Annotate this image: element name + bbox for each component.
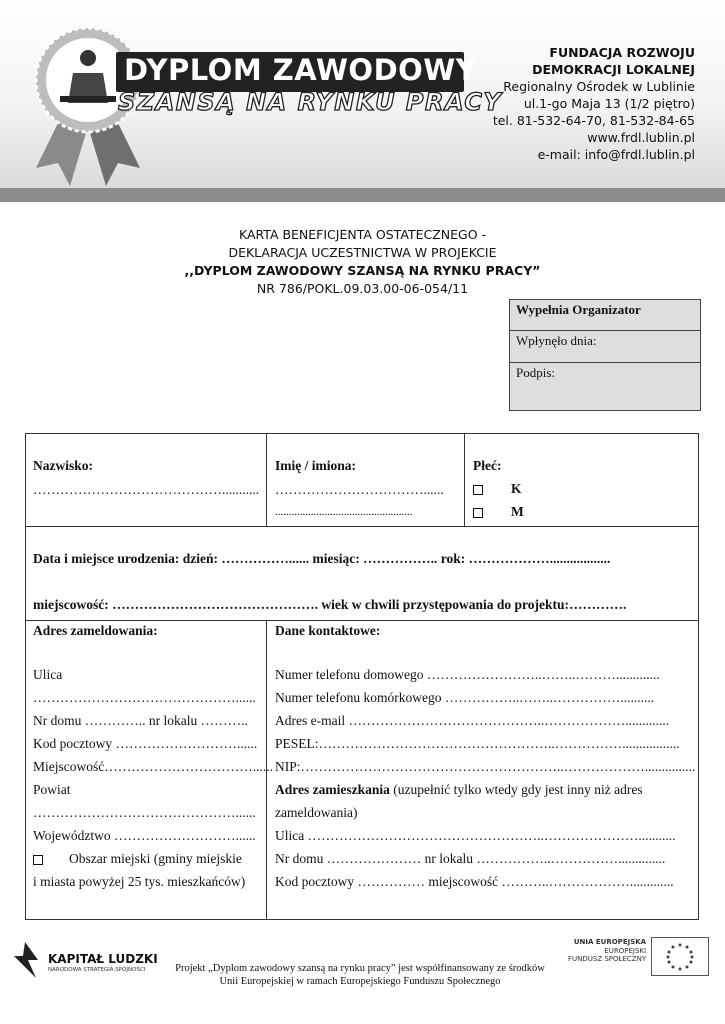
pesel-field[interactable]: PESEL:……………………………………………..……………................. <box>275 736 680 751</box>
address-city-field[interactable]: Miejscowość……………………………...... <box>33 759 273 774</box>
title-line-2: DEKLARACJA UCZESTNICTWA W PROJEKCIE <box>228 245 497 260</box>
birth-place-line[interactable]: miejscowość: ………………………………………. wiek w chwili przystępowania do projektu:…………. <box>33 597 627 612</box>
beneficiary-form <box>25 433 699 920</box>
footer-note <box>150 962 570 988</box>
eu-line-2: EUROPEJSKI <box>604 946 647 955</box>
divider <box>26 526 698 527</box>
address-street-field[interactable]: ………………………………………...... <box>33 690 256 705</box>
document-title <box>0 226 725 298</box>
email-field[interactable]: Adres e-mail ……………………………………..………………............. <box>275 713 670 728</box>
org-name-2: DEMOKRACJI LOKALNEJ <box>532 62 695 77</box>
residence-street-field[interactable]: Ulica ……………………………………………..…………………........... <box>275 828 676 843</box>
surname-label: Nazwisko: <box>33 458 93 473</box>
residence-house-field[interactable]: Nr domu ………………… nr lokalu ……………..…………….............. <box>275 851 666 866</box>
eu-line-3: FUNDUSZ SPOŁECZNY <box>568 955 647 963</box>
eu-flag-icon <box>651 937 709 976</box>
sex-k-label: K <box>511 481 522 496</box>
sex-m-label: M <box>511 504 524 519</box>
address-house-field[interactable]: Nr domu ………….. nr lokalu ……….. <box>33 713 248 728</box>
divider <box>26 620 698 621</box>
home-phone-field[interactable]: Numer telefonu domowego ……………………..……..………............. <box>275 667 660 682</box>
title-line-3: ,,DYPLOM ZAWODOWY SZANSĄ NA RYNKU PRACY” <box>184 263 541 278</box>
mobile-phone-field[interactable]: Numer telefonu komórkowego ……………..……..…………….......... <box>275 690 655 705</box>
birth-date-line[interactable]: Data i miejsce urodzenia: dzień: ……………...... miesiąc: …………….. rok: ……………….................. <box>33 551 611 566</box>
kl-title: KAPITAŁ LUDZKI <box>48 952 158 966</box>
sex-label: Płeć: <box>473 458 502 473</box>
address-postal-field[interactable]: Kod pocztowy ………………………...... <box>33 736 258 751</box>
org-email: e-mail: info@frdl.lublin.pl <box>537 147 695 162</box>
surname-field[interactable]: ……………………………………........... <box>33 482 260 497</box>
header-band <box>0 188 725 202</box>
checkbox[interactable] <box>473 508 483 518</box>
residence-heading <box>275 782 643 798</box>
names-field-2[interactable]: .................................................. <box>275 506 413 518</box>
org-phone: tel. 81-532-64-70, 81-532-84-65 <box>492 113 695 128</box>
address-voivodeship-field[interactable]: Województwo ………………………...... <box>33 828 256 843</box>
organization-info <box>493 44 695 163</box>
divider <box>266 434 267 526</box>
kl-subtitle: NARODOWA STRATEGIA SPÓJNOŚCI <box>48 967 146 973</box>
urban-area-label: Obszar miejski (gminy miejskie <box>69 851 242 866</box>
address-county-label: Powiat <box>33 782 71 797</box>
org-name-1: FUNDACJA ROZWOJU <box>549 45 695 60</box>
checkbox[interactable] <box>33 855 43 865</box>
residence-note-2: zameldowania) <box>275 805 358 820</box>
divider <box>464 434 465 526</box>
names-field-1[interactable]: ……………………………...... <box>275 482 444 497</box>
eu-text <box>568 938 646 964</box>
footer-line-1: Projekt „Dyplom zawodowy szansą na rynku pracy” jest współfinansowany ze środków <box>175 963 545 974</box>
urban-area-label-2: i miasta powyżej 25 tys. mieszkańców) <box>33 874 246 889</box>
kapital-ludzki-icon <box>10 940 40 980</box>
address-street-label: Ulica <box>33 667 63 682</box>
sex-option-k[interactable] <box>473 481 522 497</box>
org-website: www.frdl.lublin.pl <box>587 130 695 145</box>
banner-subtitle: SZANSĄ NA RYNKU PRACY <box>118 88 503 116</box>
nip-field[interactable]: NIP:…………………………………………………..………………............... <box>275 759 696 774</box>
residence-note: (uzupełnić tylko wtedy gdy jest inny niż adres <box>389 782 643 797</box>
signature-field[interactable]: Podpis: <box>516 365 556 380</box>
urban-area-option[interactable] <box>33 851 242 867</box>
address-county-field[interactable]: ………………………………………...... <box>33 805 256 820</box>
organizer-heading: Wypełnia Organizator <box>510 300 700 331</box>
org-branch: Regionalny Ośrodek w Lublinie <box>503 79 695 94</box>
names-label: Imię / imiona: <box>275 458 356 473</box>
title-line-4: NR 786/POKL.09.03.00-06-054/11 <box>256 281 469 296</box>
footer-line-2: Unii Europejskiej w ramach Europejskiego Funduszu Społecznego <box>219 976 501 987</box>
banner-title: DYPLOM ZAWODOWY <box>124 53 478 87</box>
organizer-box <box>509 299 701 411</box>
checkbox[interactable] <box>473 485 483 495</box>
eu-line-1: UNIA EUROPEJSKA <box>573 938 647 946</box>
org-address: ul.1-go Maja 13 (1/2 piętro) <box>523 96 695 111</box>
title-line-1: KARTA BENEFICJENTA OSTATECZNEGO - <box>238 227 487 242</box>
address-heading: Adres zameldowania: <box>33 623 158 638</box>
residence-title: Adres zamieszkania <box>275 782 390 797</box>
contact-heading: Dane kontaktowe: <box>275 623 381 638</box>
residence-postal-field[interactable]: Kod pocztowy …………… miejscowość ………..………………............. <box>275 874 674 889</box>
received-date-field[interactable]: Wpłynęło dnia: <box>510 331 700 363</box>
sex-option-m[interactable] <box>473 504 524 520</box>
